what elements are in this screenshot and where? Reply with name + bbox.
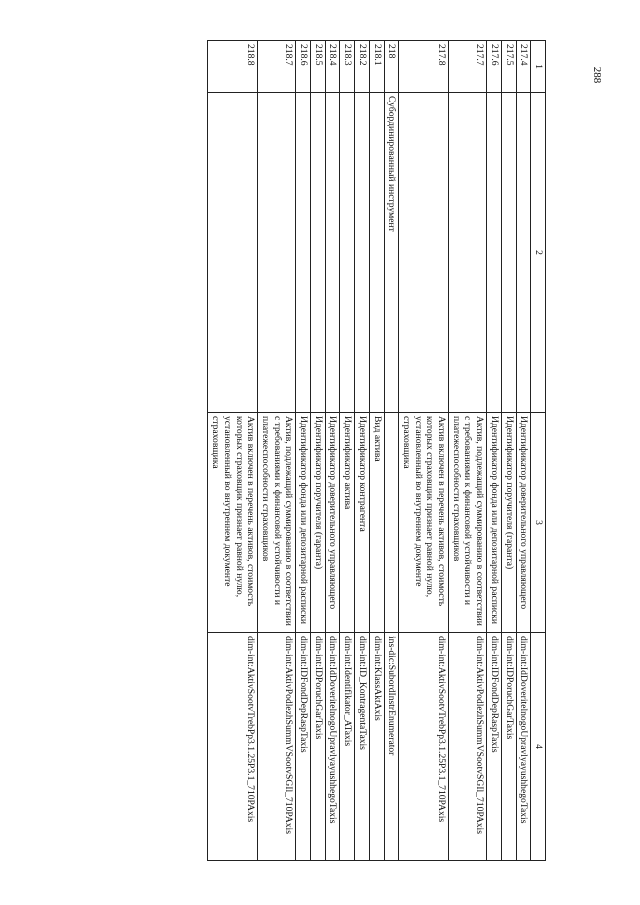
- header-cell: 2: [531, 93, 546, 413]
- table-row: [355, 41, 370, 861]
- row-code-cell: dim-int:IdDoveritelnogoUpravlyayushhegoTaxis: [325, 633, 340, 861]
- row-name-cell: [516, 93, 531, 413]
- table-row: [399, 41, 449, 861]
- row-number-cell: 218: [384, 41, 399, 93]
- row-code-cell: dim-int:Identifikator_ATaxis: [340, 633, 355, 861]
- table-row: [208, 41, 258, 861]
- row-description-cell: Идентификатор фонда или депозитарной расписки: [296, 413, 311, 633]
- row-code-cell: dim-int:KlassAktAxis: [369, 633, 384, 861]
- row-description-cell: Вид актива: [369, 413, 384, 633]
- table-row: [311, 41, 326, 861]
- row-description-cell: Идентификатор актива: [340, 413, 355, 633]
- table-row: [501, 41, 516, 861]
- row-number-cell: 218.3: [340, 41, 355, 93]
- page-number: [585, 55, 609, 95]
- row-code-cell: dim-int:AktivPodlezhSummVSootvSGIl_710PAxis: [258, 633, 296, 861]
- row-name-cell: [208, 93, 258, 413]
- row-code-cell: dim-int:ID_KontragentaTaxis: [355, 633, 370, 861]
- row-description-cell: Актив, подлежащий суммированию в соответствии с требованиями к финансовой устойчивости и платежеспособности страховщиков: [449, 413, 487, 633]
- table-row: [449, 41, 487, 861]
- header-cell: 3: [531, 413, 546, 633]
- row-name-cell: Субординированный инструмент: [384, 93, 399, 413]
- header-cell: 4: [531, 633, 546, 861]
- row-description-cell: Актив включен в перечень активов, стоимость которых страховщик признает равной нулю, установленный во внутреннем документе страховщика: [208, 413, 258, 633]
- row-number-cell: 217.8: [399, 41, 449, 93]
- row-name-cell: [369, 93, 384, 413]
- row-number-cell: 218.8: [208, 41, 258, 93]
- row-code-cell: dim-int:IdDoveritelnogoUpravlyayushhegoTaxis: [516, 633, 531, 861]
- table-row: [487, 41, 502, 861]
- row-description-cell: Идентификатор доверительного управляющего: [325, 413, 340, 633]
- row-code-cell: dim-int:AktivPodlezhSummVSootvSGIl_710PAxis: [449, 633, 487, 861]
- row-number-cell: 217.4: [516, 41, 531, 93]
- row-number-cell: 217.6: [487, 41, 502, 93]
- table-body: [208, 41, 546, 861]
- row-number-cell: 217.5: [501, 41, 516, 93]
- row-name-cell: [449, 93, 487, 413]
- row-name-cell: [501, 93, 516, 413]
- row-number-cell: 218.1: [369, 41, 384, 93]
- row-name-cell: [340, 93, 355, 413]
- row-description-cell: Идентификатор фонда или депозитарной расписки: [487, 413, 502, 633]
- row-name-cell: [258, 93, 296, 413]
- row-description-cell: [384, 413, 399, 633]
- row-number-cell: 218.6: [296, 41, 311, 93]
- row-code-cell: dim-int:AktivSootvTrebPp3.1.25P3.1_710PAxis: [399, 633, 449, 861]
- row-code-cell: ins-dic:SubordInstrEnumerator: [384, 633, 399, 861]
- row-name-cell: [325, 93, 340, 413]
- data-table: [207, 40, 546, 861]
- row-code-cell: dim-int:IDPoruchGarTaxis: [501, 633, 516, 861]
- row-description-cell: Идентификатор контрагента: [355, 413, 370, 633]
- row-number-cell: 218.4: [325, 41, 340, 93]
- row-number-cell: 218.7: [258, 41, 296, 93]
- row-description-cell: Идентификатор доверительного управляющего: [516, 413, 531, 633]
- row-name-cell: [487, 93, 502, 413]
- table-row: [296, 41, 311, 861]
- table-row: [516, 41, 531, 861]
- table-row: [340, 41, 355, 861]
- page-number-text: 288: [591, 66, 603, 84]
- row-name-cell: [311, 93, 326, 413]
- table-header-row: [531, 41, 546, 861]
- row-number-cell: 218.5: [311, 41, 326, 93]
- header-cell: 1: [531, 41, 546, 93]
- row-name-cell: [296, 93, 311, 413]
- row-name-cell: [399, 93, 449, 413]
- table-row: [369, 41, 384, 861]
- table-row: [325, 41, 340, 861]
- rotated-table-frame: [36, 40, 546, 860]
- row-description-cell: Актив включен в перечень активов, стоимость которых страховщик признает равной нулю, установленный во внутреннем документе страховщика: [399, 413, 449, 633]
- row-description-cell: Идентификатор поручителя (гаранта): [311, 413, 326, 633]
- row-code-cell: dim-int:AktivSootvTrebPp3.1.25P3.1_710PAxis: [208, 633, 258, 861]
- table-row: [258, 41, 296, 861]
- row-code-cell: dim-int:IDPoruchGarTaxis: [311, 633, 326, 861]
- table-row: [384, 41, 399, 861]
- row-description-cell: Актив, подлежащий суммированию в соответствии с требованиями к финансовой устойчивости и платежеспособности страховщиков: [258, 413, 296, 633]
- row-number-cell: 217.7: [449, 41, 487, 93]
- row-description-cell: Идентификатор поручителя (гаранта): [501, 413, 516, 633]
- row-code-cell: dim-int:IDFondDepRaspTaxis: [296, 633, 311, 861]
- row-number-cell: 218.2: [355, 41, 370, 93]
- row-name-cell: [355, 93, 370, 413]
- row-code-cell: dim-int:IDFondDepRaspTaxis: [487, 633, 502, 861]
